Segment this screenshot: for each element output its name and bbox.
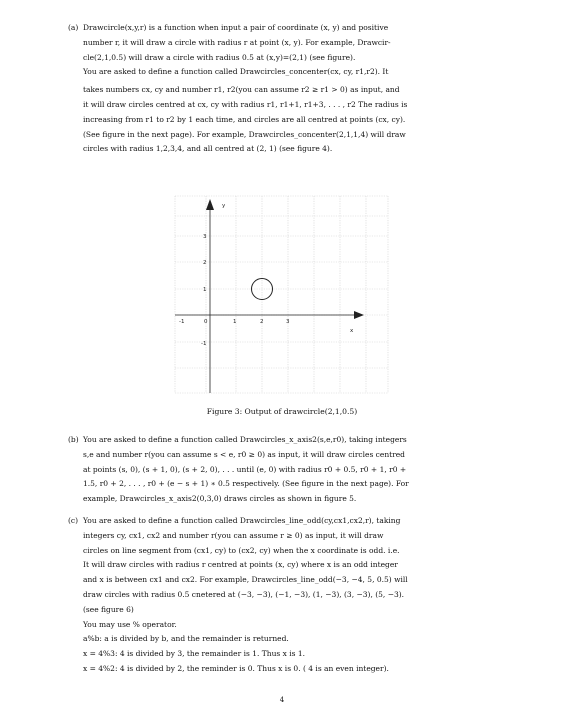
part-a-label: (a) — [68, 23, 79, 32]
part-b-line: 1.5, r0 + 2, . . . , r0 + (e − s + 1) ∗ 0.5 respectively. (See figure in the next page). For — [83, 479, 409, 489]
part-c-line: (see figure 6) — [83, 604, 134, 614]
part-a-line: (See figure in the next page). For example, Drawcircles_concenter(2,1,1,4) will draw — [83, 129, 406, 139]
x-tick-label: -1 — [179, 319, 185, 325]
part-c-line: a%b: a is divided by b, and the remainder is returned. — [83, 634, 289, 644]
part-c-line: draw circles with radius 0.5 cnetered at (−3, −3), (−1, −3), (1, −3), (3, −3), (5, −3). — [83, 589, 405, 599]
x-axis-arrow — [354, 311, 364, 319]
part-c-line: x = 4%3: 4 is divided by 3, the remainder is 1. Thus x is 1. — [83, 649, 306, 659]
part-c-line: integers cy, cx1, cx2 and number r(you can assume r ≥ 0) as input, it will draw — [83, 530, 384, 540]
part-c-line: You may use % operator. — [83, 619, 177, 629]
y-axis-label: y — [222, 203, 226, 209]
part-c-line: It will draw circles with radius r centred at points (x, cy) where x is an odd integer — [83, 560, 398, 570]
part-c-label: (c) — [68, 516, 79, 525]
part-c-line: and x is between cx1 and cx2. For example, Drawcircles_line_odd(−3, −4, 5, 0.5) will — [83, 575, 408, 585]
part-b-line: s,e and number r(you can assume s < e, r0 ≥ 0) as input, it will draw circles centred — [83, 449, 405, 459]
x-tick-label: 2 — [260, 319, 264, 325]
part-a-line: increasing from r1 to r2 by 1 each time, and circles are all centred at points (cx, cy). — [83, 114, 406, 124]
part-b-line: at points (s, 0), (s + 1, 0), (s + 2, 0), . . . until (e, 0) with radius r0 + 0.5, r0 + 1, r0 + — [83, 464, 407, 474]
page-number: 4 — [279, 696, 285, 704]
part-a-line: You are asked to define a function called Drawcircles_concenter(cx, cy, r1,r2). It — [83, 67, 389, 77]
part-a-line: number r, it will draw a circle with radius r at point (x, y). For example, Drawcir- — [83, 37, 391, 47]
part-b-label: (b) — [68, 435, 79, 444]
part-a-line: cle(2,1,0.5) will draw a circle with radius 0.5 at (x,y)=(2,1) (see figure). — [83, 52, 356, 62]
x-axis-label: x — [350, 328, 354, 334]
y-axis-arrow — [206, 199, 214, 210]
part-b — [68, 433, 476, 507]
part-a-line: circles with radius 1,2,3,4, and all centred at (2, 1) (see figure 4). — [83, 144, 333, 154]
part-a-line: Drawcircle(x,y,r) is a function when input a pair of coordinate (x, y) and positive — [83, 23, 389, 32]
part-b-line: You are asked to define a function called Drawcircles_x_axis2(s,e,r0), taking integers — [83, 435, 407, 444]
y-tick-label: 3 — [203, 234, 207, 240]
part-c — [68, 514, 476, 677]
part-c-line: circles on line segment from (cx1, cy) to (cx2, cy) when the x coordinate is odd. i.e. — [83, 545, 400, 555]
part-b-line: example, Drawcircles_x_axis2(0,3,0) draws circles as shown in figure 5. — [83, 494, 357, 504]
figure-caption: Figure 3: Output of drawcircle(2,1,0.5) — [206, 407, 358, 416]
y-tick-label: -1 — [201, 341, 207, 347]
grid — [175, 196, 388, 393]
x-tick-label: 1 — [233, 319, 237, 325]
y-tick-label: 1 — [203, 287, 207, 293]
part-a-line: takes numbers cx, cy and number r1, r2(you can assume r2 ≥ r1 > 0) as input, and — [83, 85, 400, 95]
part-a-line: it will draw circles centred at cx, cy with radius r1, r1+1, r1+3, . . . , r2 The radius is — [83, 99, 408, 109]
x-tick-label: 0 — [204, 319, 208, 325]
part-c-line: x = 4%2: 4 is divided by 2, the reminder is 0. Thus x is 0. ( 4 is an even integer). — [83, 663, 389, 673]
x-tick-label: 3 — [286, 319, 290, 325]
y-tick-label: 2 — [203, 260, 207, 266]
part-c-line: You are asked to define a function called Drawcircles_line_odd(cy,cx1,cx2,r), taking — [83, 516, 401, 525]
